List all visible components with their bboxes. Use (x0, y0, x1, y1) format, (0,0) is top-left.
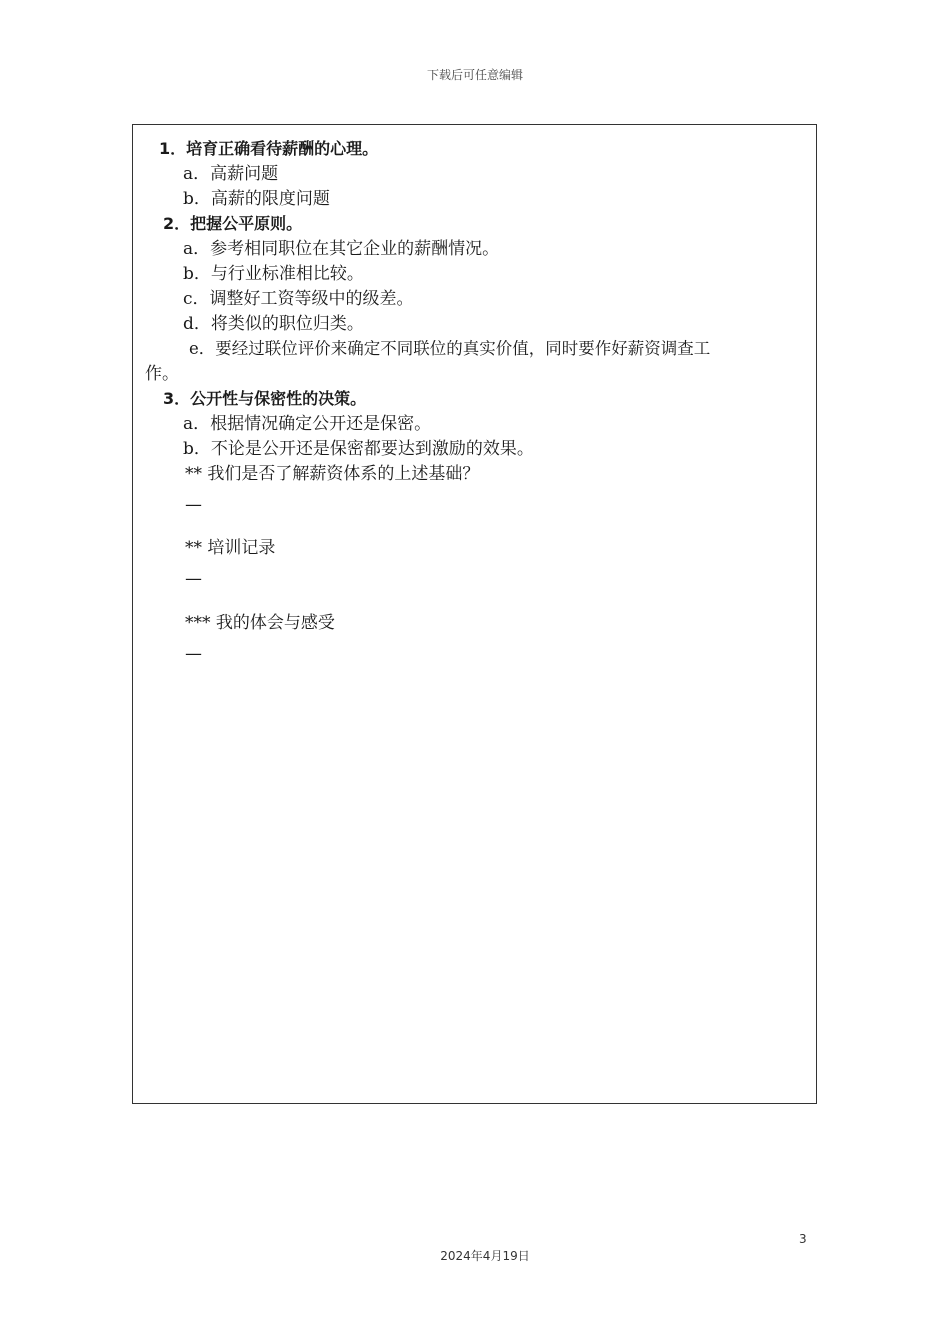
section-2-item-c: c．调整好工资等级中的级差。 (183, 289, 414, 309)
section-2-item-d: d．将类似的职位归类。 (183, 314, 364, 334)
section-2-item-a: a．参考相同职位在其它企业的薪酬情况。 (183, 239, 500, 259)
header-note: 下载后可任意编辑 (426, 68, 523, 82)
section-2-title: 2．把握公平原则。 (163, 214, 303, 233)
training-record-label: ** 培训记录 (185, 538, 276, 558)
section-1-item-b: b．高薪的限度问题 (183, 189, 330, 209)
footer-date: 2024年4月19日 (440, 1249, 530, 1263)
section-1-title: 1．培育正确看待薪酬的心理。 (159, 139, 379, 158)
section-3-item-a: a．根据情况确定公开还是保密。 (183, 414, 432, 434)
content-box (132, 124, 817, 1104)
question-understanding: ** 我们是否了解薪资体系的上述基础？ (185, 464, 480, 484)
reflection-label: *** 我的体会与感受 (185, 613, 335, 633)
section-1-item-a: a．高薪问题 (183, 164, 279, 184)
section-2-item-e: e．要经过联位评价来确定不同联位的真实价值，同时要作好薪资调查工 (189, 339, 711, 358)
answer-dash-2: — (185, 569, 202, 589)
section-3-title: 3．公开性与保密性的决策。 (163, 389, 367, 408)
section-2-item-e-continued: 作。 (145, 364, 179, 384)
answer-dash-1: — (185, 495, 202, 515)
section-2-item-b: b．与行业标准相比较。 (183, 264, 364, 284)
page-number: 3 (799, 1232, 807, 1246)
section-3-item-b: b．不论是公开还是保密都要达到激励的效果。 (183, 439, 534, 459)
answer-dash-3: — (185, 644, 202, 664)
